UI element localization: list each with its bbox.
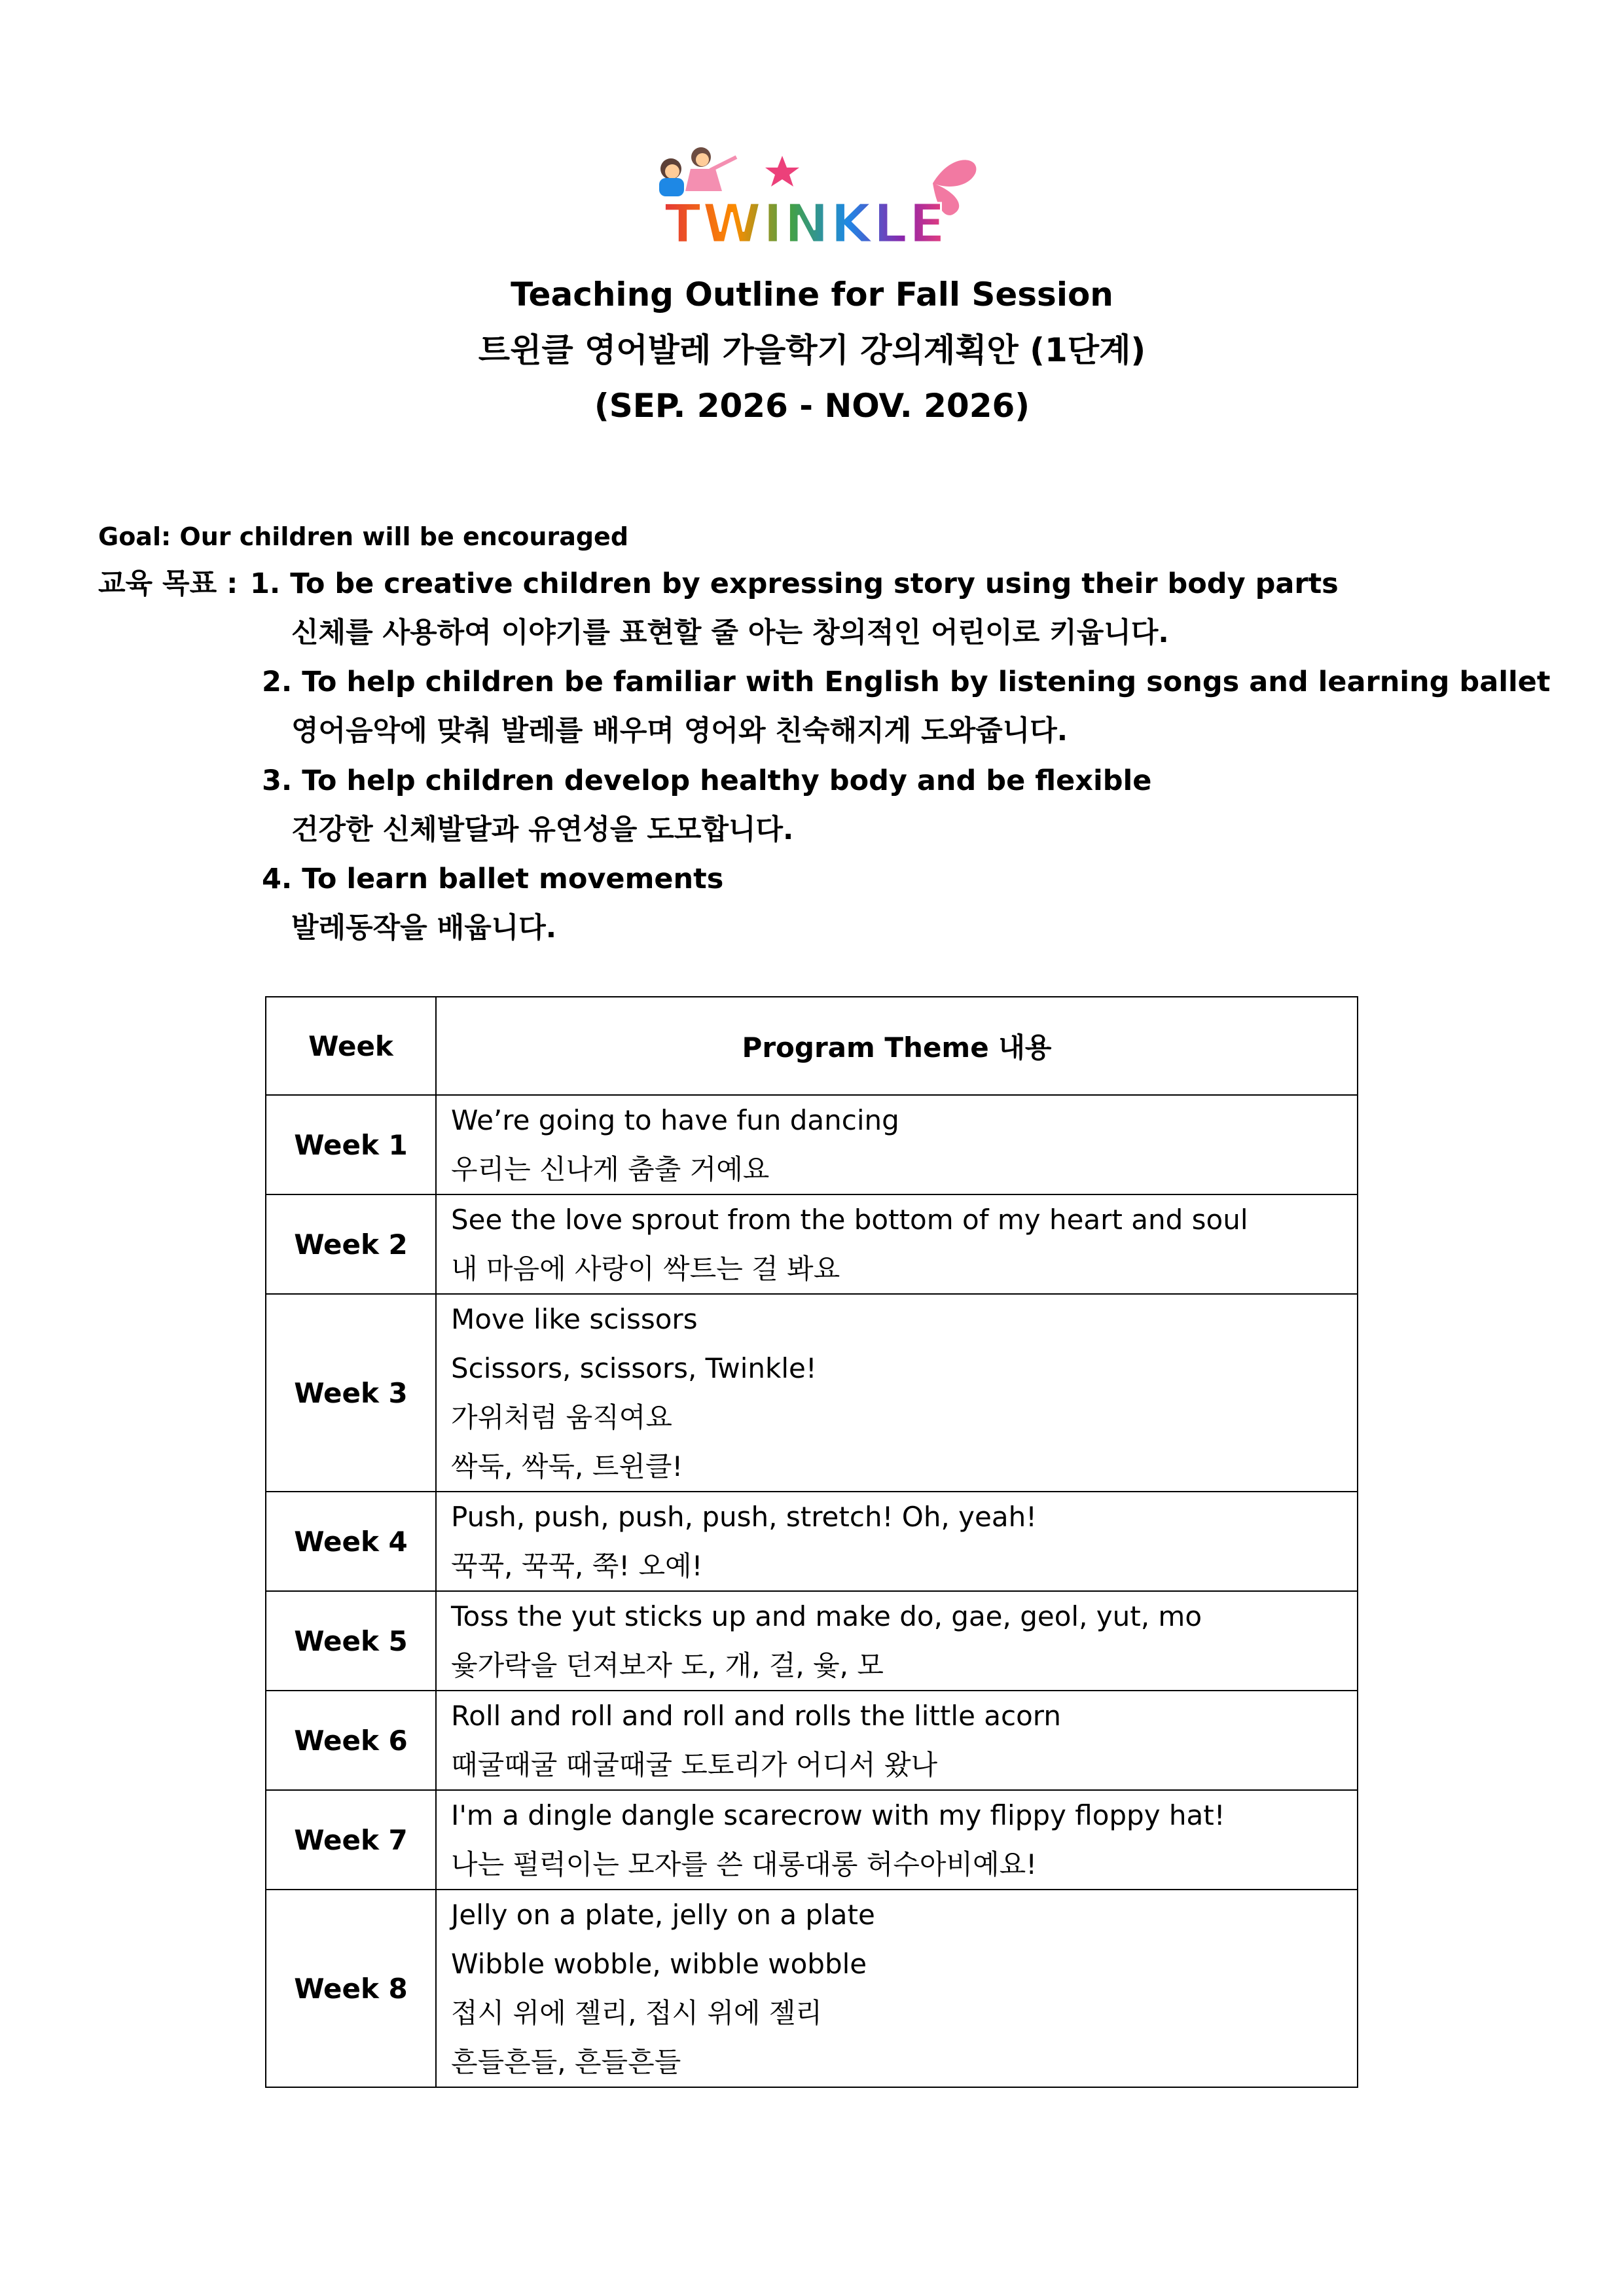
theme-line: Roll and roll and roll and rolls the little acorn [451,1700,1061,1732]
week-label: Week 3 [266,1294,436,1492]
goal-item-1-en: 1. To be creative children by expressing story using their body parts [250,567,1339,600]
theme-line: 접시 위에 젤리, 접시 위에 젤리 [451,1997,822,2029]
theme-cell [436,1294,1358,1492]
kids-icon [659,147,736,196]
star-icon [765,156,799,187]
theme-line: 꾹꾹, 꾹꾹, 쭉! 오예! [451,1550,703,1582]
week-label: Week 4 [266,1492,436,1591]
table-row [266,1591,1358,1691]
theme-line: Move like scissors [451,1303,698,1335]
week-label: Week 2 [266,1194,436,1294]
theme-line: 우리는 신나게 춤출 거예요 [451,1153,770,1185]
theme-line: 싹둑, 싹둑, 트윈클! [451,1450,683,1482]
week-label: Week 5 [266,1591,436,1691]
goal-item-3-en: 3. To help children develop healthy body and be flexible [262,764,1152,797]
goal-item-1-ko: 신체를 사용하여 이야기를 표현할 줄 아는 창의적인 어린이로 키웁니다. [291,617,1169,649]
twinkle-logo [645,137,982,249]
table-row [266,1890,1358,2087]
table-row [266,1790,1358,1890]
theme-line: Push, push, push, push, stretch! Oh, yeah! [451,1501,1038,1533]
theme-line: We’re going to have fun dancing [451,1104,899,1136]
theme-cell [436,1492,1358,1591]
theme-line: 윷가락을 던져보자 도, 개, 걸, 윷, 모 [451,1649,884,1681]
table-row [266,1194,1358,1294]
table-header-row [266,997,1358,1095]
theme-line: 흔들흔들, 흔들흔들 [451,2046,681,2078]
table-row [266,1691,1358,1790]
theme-line: Scissors, scissors, Twinkle! [451,1352,817,1384]
theme-line: I'm a dingle dangle scarecrow with my flippy floppy hat! [451,1799,1225,1831]
goal-item-4-ko: 발레동작을 배웁니다. [291,912,557,944]
theme-cell [436,1591,1358,1691]
page-title-korean: 트윈클 영어발레 가을학기 강의계획안 (1단계) [478,331,1146,369]
theme-line: 내 마음에 사랑이 싹트는 걸 봐요 [451,1253,840,1285]
page-title: Teaching Outline for Fall Session [511,276,1113,314]
table-row [266,1294,1358,1492]
goal-item-3-ko: 건강한 신체발달과 유연성을 도모합니다. [291,814,794,846]
program-table [265,996,1358,2088]
theme-cell [436,1890,1358,2087]
header-week: Week [266,997,436,1095]
week-label: Week 6 [266,1691,436,1790]
week-label: Week 8 [266,1890,436,2087]
theme-line: See the love sprout from the bottom of my heart and soul [451,1204,1248,1236]
theme-line: Wibble wobble, wibble wobble [451,1948,867,1980]
theme-line: 나는 펄럭이는 모자를 쓴 대롱대롱 허수아비예요! [451,1848,1038,1880]
theme-cell [436,1691,1358,1790]
goal-label: 교육 목표 : [98,567,238,600]
goal-item-4-en: 4. To learn ballet movements [262,863,724,895]
goal-intro: Goal: Our children will be encouraged [98,522,629,551]
theme-line: 때굴때굴 때굴때굴 도토리가 어디서 왔나 [451,1749,938,1781]
theme-cell [436,1790,1358,1890]
week-label: Week 7 [266,1790,436,1890]
theme-cell [436,1095,1358,1194]
theme-cell [436,1194,1358,1294]
logo-text: TWINKLE [664,193,947,249]
week-label: Week 1 [266,1095,436,1194]
table-row [266,1095,1358,1194]
theme-line: Toss the yut sticks up and make do, gae, geol, yut, mo [451,1600,1202,1632]
header-program-theme: Program Theme 내용 [436,997,1358,1095]
theme-line: 가위처럼 움직여요 [451,1401,672,1433]
goal-item-2-ko: 영어음악에 맞춰 발레를 배우며 영어와 친숙해지게 도와줍니다. [291,715,1068,747]
table-row [266,1492,1358,1591]
theme-line: Jelly on a plate, jelly on a plate [451,1899,875,1931]
goal-item-2-en: 2. To help children be familiar with English by listening songs and learning ballet [262,666,1551,698]
session-period: (SEP. 2026 - NOV. 2026) [594,387,1030,425]
